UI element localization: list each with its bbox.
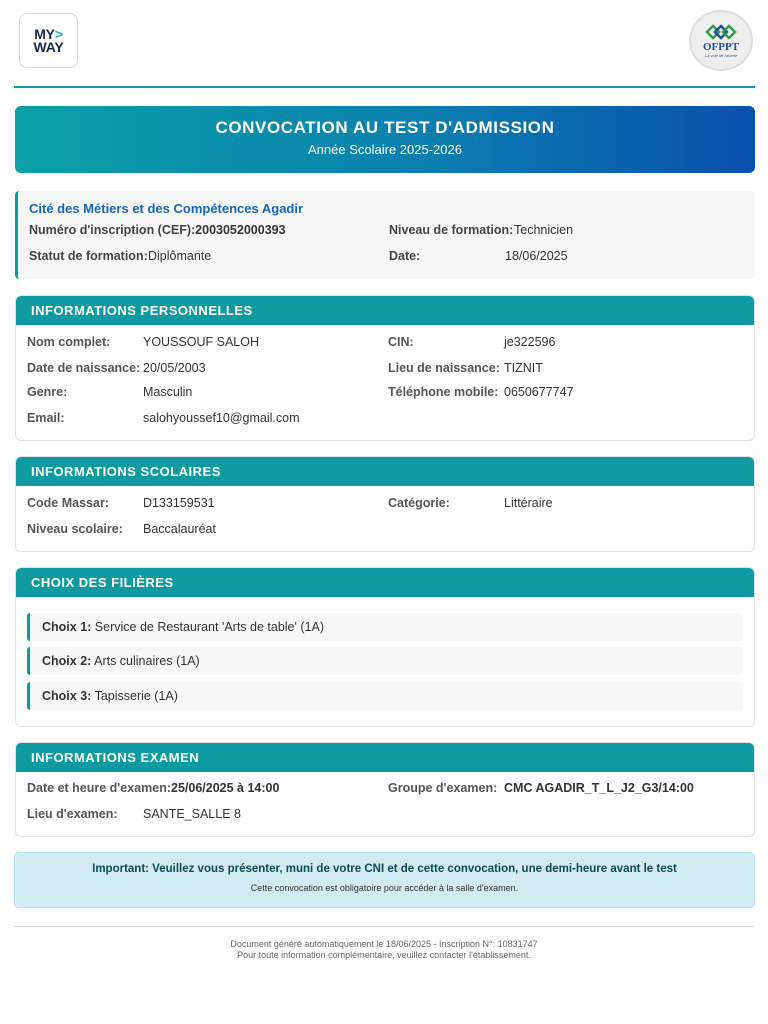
personal-info-section bbox=[15, 295, 755, 441]
school-level-value: Baccalauréat bbox=[143, 522, 216, 536]
myway-logo-line1: MY bbox=[34, 25, 55, 42]
important-subtext: Cette convocation est obligatoire pour accéder à la salle d'examen. bbox=[250, 883, 519, 893]
ofppt-logo-tagline: La voie de l'avenir bbox=[704, 52, 738, 58]
birthplace-value: TIZNIT bbox=[504, 361, 543, 375]
choice-label: Choix 2: bbox=[42, 654, 92, 668]
exam-location-label: Lieu d'examen: bbox=[27, 807, 118, 821]
ofppt-emblem-icon bbox=[701, 24, 741, 40]
choice-item bbox=[27, 647, 743, 675]
footer-line-1: Document généré automatiquement le 18/06/2025 - Inscription N°: 10831747 bbox=[230, 939, 538, 949]
important-text: Important: Veuillez vous présenter, muni de votre CNI et de cette convocation, une demi-heure avant le test bbox=[92, 863, 677, 875]
choice-label: Choix 1: bbox=[42, 620, 92, 634]
myway-logo-arrow: > bbox=[54, 25, 63, 42]
exam-location-value: SANTE_SALLE 8 bbox=[143, 807, 241, 821]
niveau-formation-value: Technicien bbox=[514, 223, 574, 237]
email-value: salohyoussef10@gmail.com bbox=[143, 411, 300, 425]
establishment-name: Cité des Métiers et des Compétences Agadir bbox=[29, 201, 304, 216]
category-label: Catégorie: bbox=[388, 496, 450, 510]
choice-label: Choix 3: bbox=[42, 689, 92, 703]
school-info-heading: INFORMATIONS SCOLAIRES bbox=[16, 457, 754, 486]
page-title: CONVOCATION AU TEST D'ADMISSION bbox=[215, 118, 555, 137]
cef-label: Numéro d'inscription (CEF):2003052000393 bbox=[29, 223, 286, 237]
choice-value: Tapisserie (1A) bbox=[94, 689, 178, 703]
myway-logo bbox=[19, 13, 78, 68]
choice-item bbox=[27, 613, 743, 641]
ofppt-logo bbox=[689, 10, 753, 71]
email-label: Email: bbox=[27, 411, 65, 425]
birthplace-label: Lieu de naissance: bbox=[388, 361, 500, 375]
exam-group-value: CMC AGADIR_T_L_J2_G3/14:00 bbox=[504, 781, 694, 795]
cin-value: je322596 bbox=[504, 335, 556, 349]
statut-value: Diplômante bbox=[148, 249, 212, 263]
choice-value: Arts culinaires (1A) bbox=[94, 654, 200, 668]
phone-label: Téléphone mobile: bbox=[388, 385, 499, 399]
ofppt-logo-text: OFPPT bbox=[702, 40, 740, 53]
cef-value: 2003052000393 bbox=[195, 223, 286, 237]
personal-info-heading: INFORMATIONS PERSONNELLES bbox=[16, 296, 754, 325]
footer bbox=[0, 939, 768, 961]
date-label: Date: bbox=[389, 249, 421, 263]
massar-label: Code Massar: bbox=[27, 496, 109, 510]
exam-datetime-value: 25/06/2025 à 14:00 bbox=[171, 781, 280, 795]
choice-value: Service de Restaurant 'Arts de table' (1A) bbox=[94, 620, 324, 634]
nom-value: YOUSSOUF SALOH bbox=[143, 335, 259, 349]
category-value: Littéraire bbox=[504, 496, 553, 510]
exam-info-section bbox=[15, 742, 755, 837]
cin-label: CIN: bbox=[388, 335, 414, 349]
dob-label: Date de naissance: bbox=[27, 361, 141, 375]
niveau-formation-label: Niveau de formation: bbox=[389, 223, 514, 237]
phone-value: 0650677747 bbox=[504, 385, 574, 399]
school-level-label: Niveau scolaire: bbox=[27, 522, 123, 536]
exam-datetime-label: Date et heure d'examen:25/06/2025 à 14:00 bbox=[27, 781, 280, 795]
exam-group-label: Groupe d'examen: bbox=[388, 781, 498, 795]
nom-label: Nom complet: bbox=[27, 335, 111, 349]
important-notice bbox=[14, 852, 755, 908]
choice-item bbox=[27, 682, 743, 710]
footer-divider bbox=[14, 926, 755, 927]
school-year: Année Scolaire 2025-2026 bbox=[308, 142, 462, 157]
exam-info-heading: INFORMATIONS EXAMEN bbox=[16, 743, 754, 772]
date-value: 18/06/2025 bbox=[505, 249, 568, 263]
dob-value: 20/05/2003 bbox=[143, 361, 206, 375]
genre-value: Masculin bbox=[143, 385, 193, 399]
establishment-info bbox=[15, 191, 755, 279]
myway-logo-line2: WAY bbox=[33, 38, 64, 55]
school-info-section bbox=[15, 456, 755, 552]
choices-section bbox=[15, 567, 755, 727]
statut-label: Statut de formation: bbox=[29, 249, 148, 263]
title-banner bbox=[15, 106, 755, 173]
choices-heading: CHOIX DES FILIÈRES bbox=[16, 568, 754, 597]
header-divider bbox=[14, 86, 755, 88]
footer-line-2: Pour toute information complémentaire, veuillez contacter l'établissement. bbox=[237, 950, 531, 960]
massar-value: D133159531 bbox=[143, 496, 215, 510]
genre-label: Genre: bbox=[27, 385, 68, 399]
